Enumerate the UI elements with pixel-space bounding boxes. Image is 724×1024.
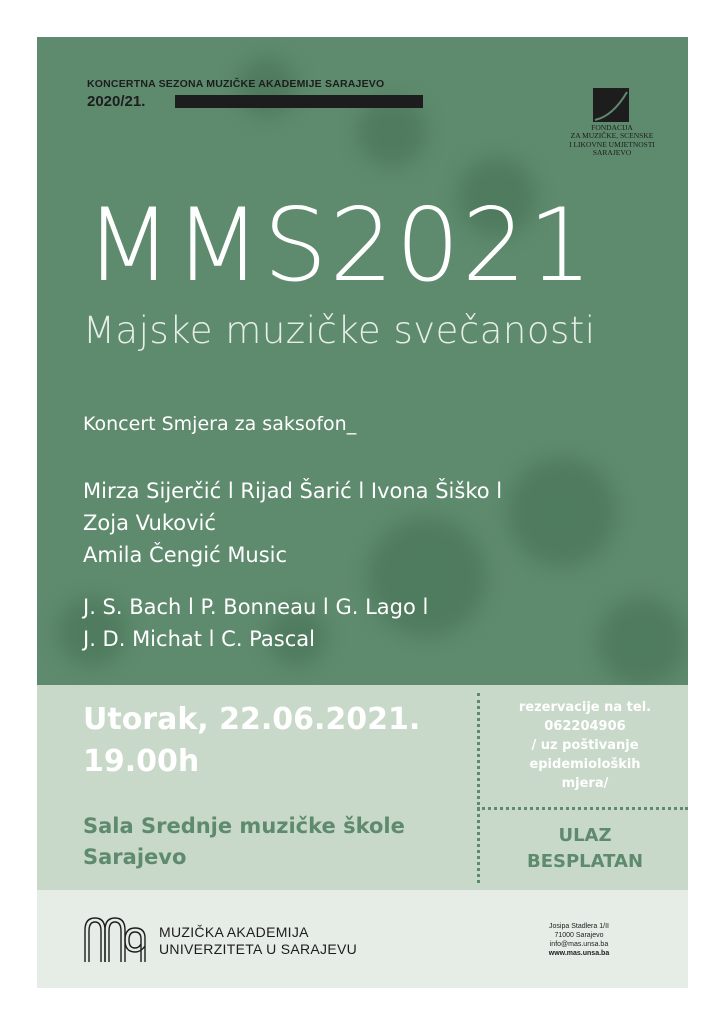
- performers-line: Zoja Vuković: [83, 511, 216, 535]
- foundation-line: FONDACIJA: [591, 123, 633, 132]
- festival-subtitle: Majske muzičke svečanosti: [83, 309, 596, 352]
- academy-address: [527, 922, 631, 958]
- dotted-divider-horizontal: [477, 807, 688, 810]
- reservation-info: [482, 698, 688, 793]
- address-website[interactable]: www.mas.unsa.ba: [548, 950, 610, 957]
- season-title: KONCERTNA SEZONA MUZIČKE AKADEMIJE SARAJEVO: [87, 78, 385, 90]
- address-street: Josipa Stadlera 1/II: [549, 923, 609, 930]
- festival-title: MMS2021: [85, 186, 595, 304]
- free-entry: [482, 823, 688, 875]
- foundation-name: [557, 124, 667, 158]
- event-datetime: [83, 699, 420, 783]
- performers-line: Mirza Sijerčić l Rijad Šarić l Ivona Šiško l: [83, 479, 503, 503]
- decorative-blob: [597, 597, 687, 685]
- venue-line: Sala Srednje muzičke škole: [83, 814, 405, 838]
- event-venue: [83, 811, 405, 873]
- foundation-line: SARAJEVO: [592, 148, 632, 158]
- composers-list: [83, 591, 428, 655]
- decorative-blob: [507, 457, 617, 567]
- reservation-line: rezervacije na tel.: [518, 700, 652, 715]
- poster-top-section: [37, 37, 688, 685]
- academy-logo-icon: [83, 916, 147, 964]
- event-info-section: [37, 685, 688, 890]
- composers-line: J. S. Bach l P. Bonneau l G. Lago l: [83, 595, 429, 619]
- address-city: 71000 Sarajevo: [554, 932, 604, 939]
- footer-section: [37, 890, 688, 988]
- concert-name: Koncert Smjera za saksofon_: [83, 413, 357, 435]
- performers-list: [83, 475, 502, 571]
- address-email[interactable]: info@mas.unsa.ba: [549, 941, 609, 948]
- entry-line: ULAZ: [558, 825, 612, 846]
- reservation-line: / uz poštivanje: [531, 738, 639, 753]
- academy-line: MUZIČKA AKADEMIJA: [159, 924, 309, 940]
- composers-line: J. D. Michat l C. Pascal: [83, 627, 315, 651]
- academy-line: UNIVERZITETA U SARAJEVU: [159, 941, 358, 957]
- reservation-line: mjera/: [561, 776, 609, 791]
- foundation-logo-icon: [593, 88, 629, 122]
- season-bar: [175, 95, 423, 108]
- entry-line: BESPLATAN: [526, 851, 644, 872]
- event-date: Utorak, 22.06.2021.: [83, 702, 421, 737]
- venue-line: Sarajevo: [83, 845, 187, 869]
- reservation-line: epidemioloških: [529, 757, 641, 772]
- season-year: 2020/21.: [87, 93, 146, 110]
- poster: [37, 37, 688, 988]
- performers-line: Amila Čengić Music: [83, 543, 288, 567]
- foundation-line: ZA MUZIČKE, SCENSKE: [570, 131, 654, 141]
- event-time: 19.00h: [83, 744, 200, 779]
- foundation-line: I LIKOVNE UMJETNOSTI: [569, 139, 655, 149]
- reservation-phone: 062204906: [544, 719, 626, 734]
- dotted-divider-vertical: [477, 693, 480, 883]
- academy-name: [159, 924, 357, 958]
